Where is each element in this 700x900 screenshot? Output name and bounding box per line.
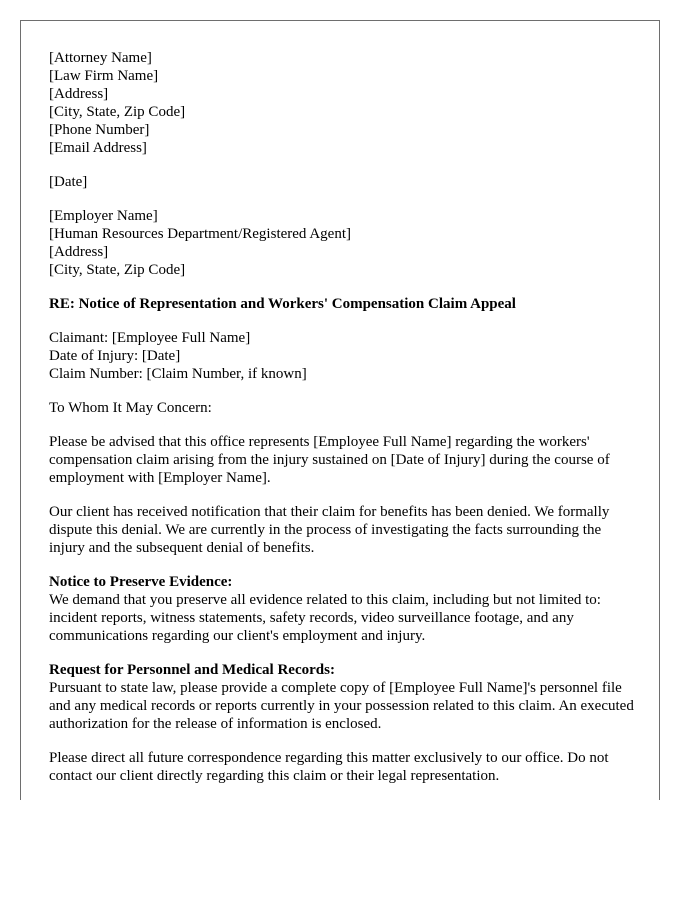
- date-block: [49, 173, 639, 191]
- salutation-block: [49, 399, 639, 417]
- recipient-address: [Address]: [49, 244, 109, 260]
- subject-block: [49, 295, 639, 313]
- records-request-text: Pursuant to state law, please provide a complete copy of [Employee Full Name]'s personnel file and any medical records or reports currently in your possession related to this claim. An executed authorization for the release of information is enclosed.: [49, 680, 634, 732]
- recipient-block: [49, 207, 639, 279]
- sender-city-state-zip: [City, State, Zip Code]: [49, 104, 186, 120]
- claim-details: [49, 329, 639, 383]
- preserve-evidence-heading: Notice to Preserve Evidence:: [49, 574, 233, 590]
- records-request-heading: Request for Personnel and Medical Records:: [49, 662, 335, 678]
- recipient-department: [Human Resources Department/Registered Agent]: [49, 226, 351, 242]
- attorney-name: [Attorney Name]: [49, 50, 152, 66]
- sender-address: [Address]: [49, 86, 109, 102]
- representation-text: Please be advised that this office represents [Employee Full Name] regarding the workers' compensation claim arising from the injury sustained on [Date of Injury] during the course of employment with [Employer Name].: [49, 434, 610, 486]
- letter-body: [49, 49, 639, 801]
- date-of-injury-line: Date of Injury: [Date]: [49, 348, 181, 364]
- claim-number-line: Claim Number: [Claim Number, if known]: [49, 366, 307, 382]
- correspondence-paragraph: [49, 749, 639, 785]
- claimant-line: Claimant: [Employee Full Name]: [49, 330, 251, 346]
- representation-paragraph: [49, 433, 639, 487]
- dispute-text: Our client has received notification that their claim for benefits has been denied. We formally dispute this denial. We are currently in the process of investigating the facts surrounding the injury and the subsequent denial of benefits.: [49, 504, 610, 556]
- letter-date: [Date]: [49, 174, 88, 190]
- correspondence-text: Please direct all future correspondence regarding this matter exclusively to our office. Do not contact our client directly regarding this claim or their legal representation.: [49, 750, 609, 784]
- sender-block: [49, 49, 639, 157]
- employer-name: [Employer Name]: [49, 208, 158, 224]
- recipient-city-state-zip: [City, State, Zip Code]: [49, 262, 186, 278]
- sender-phone: [Phone Number]: [49, 122, 150, 138]
- records-request-section: [49, 661, 639, 733]
- dispute-paragraph: [49, 503, 639, 557]
- salutation: To Whom It May Concern:: [49, 400, 212, 416]
- letter-page: [20, 20, 660, 800]
- law-firm-name: [Law Firm Name]: [49, 68, 159, 84]
- sender-email: [Email Address]: [49, 140, 147, 156]
- subject-line: RE: Notice of Representation and Workers' Compensation Claim Appeal: [49, 296, 516, 312]
- preserve-evidence-section: [49, 573, 639, 645]
- preserve-evidence-text: We demand that you preserve all evidence related to this claim, including but not limited to: incident reports, witness statements, safety records, video surveillance footage, and any communications regarding our client's employment and injury.: [49, 592, 601, 644]
